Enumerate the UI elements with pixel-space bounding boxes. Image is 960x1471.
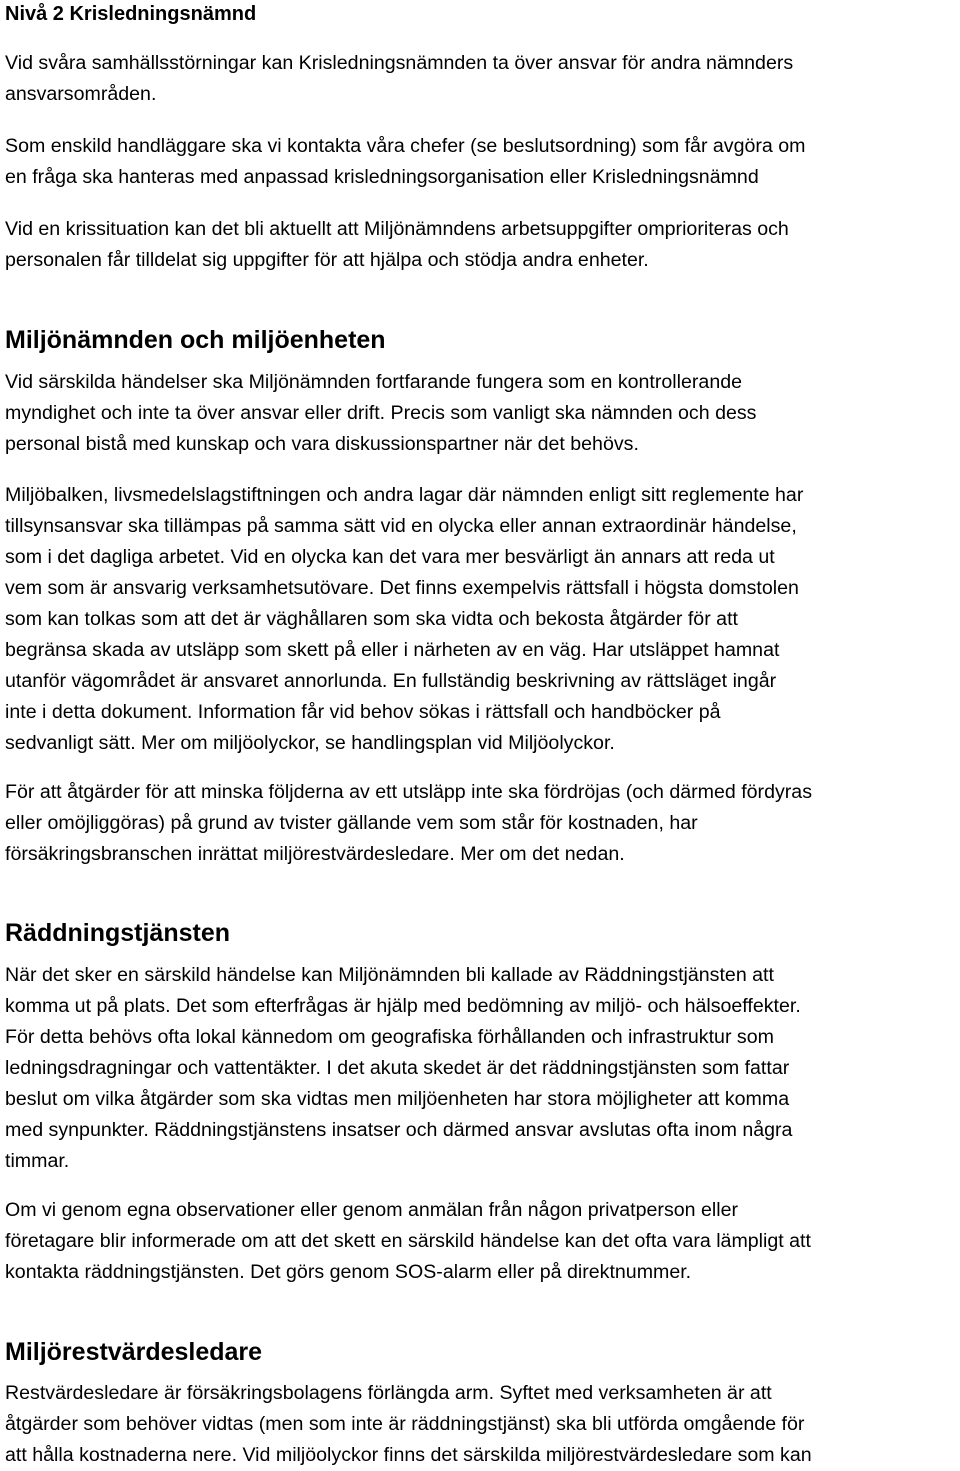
paragraph [5,214,957,276]
text-line: Vid särskilda händelser ska Miljönämnden fortfarande fungera som en kontrollerande [5,371,743,393]
text-line: ledningsdragningar och vattentäkter. I det akuta skedet är det räddningstjänsten som fattar [5,1057,790,1079]
text-line: Restvärdesledare är försäkringsbolagens förlängda arm. Syftet med verksamheten är att [5,1382,772,1404]
text-line: Vid svåra samhällsstörningar kan Krisledningsnämnden ta över ansvar för andra nämnders [5,52,794,74]
text-line: kontakta räddningstjänsten. Det görs genom SOS-alarm eller på direktnummer. [5,1261,692,1283]
text-line: sedvanligt sätt. Mer om miljöolyckor, se handlingsplan vid Miljöolyckor. [5,732,615,754]
text-line: personalen får tilldelat sig uppgifter för att hjälpa och stödja andra enheter. [5,249,649,271]
text-line: som kan tolkas som att det är väghållaren som ska vidta och bekosta åtgärder för att [5,608,738,630]
text-line: ansvarsområden. [5,83,157,105]
text-line: med synpunkter. Räddningstjänstens insatser och därmed ansvar avslutas ofta inom några [5,1119,793,1141]
section-heading-miljorestvardesledare: Miljörestvärdesledare [5,1338,263,1366]
text-line: utanför vägområdet är ansvaret annorlunda. En fullständig beskrivning av rättsläget ingår [5,670,777,692]
section-heading-raddningstjansten: Räddningstjänsten [5,919,231,947]
text-line: Som enskild handläggare ska vi kontakta våra chefer (se beslutsordning) som får avgöra om [5,135,806,157]
text-line: företagare blir informerade om att det skett en särskild händelse kan det ofta vara lämpligt att [5,1230,811,1252]
paragraph [5,480,957,759]
text-line: en fråga ska hanteras med anpassad krisledningsorganisation eller Krisledningsnämnd [5,166,759,188]
text-line: timmar. [5,1150,70,1172]
text-line: För att åtgärder för att minska följderna av ett utsläpp inte ska fördröjas (och därmed fördyras [5,781,812,803]
text-line: vem som är ansvarig verksamhetsutövare. Det finns exempelvis rättsfall i högsta domstolen [5,577,799,599]
text-line: begränsa skada av utsläpp som skett på eller i närheten av en väg. Har utsläppet hamnat [5,639,780,661]
text-line: att hålla kostnaderna nere. Vid miljöolyckor finns det särskilda miljörestvärdesledare som kan [5,1444,812,1466]
paragraph [5,1378,957,1471]
text-line: När det sker en särskild händelse kan Miljönämnden bli kallade av Räddningstjänsten att [5,964,774,986]
text-line: inte i detta dokument. Information får vid behov sökas i rättsfall och handböcker på [5,701,721,723]
paragraph [5,1195,957,1288]
text-line: För detta behövs ofta lokal kännedom om geografiska förhållanden och infrastruktur som [5,1026,774,1048]
text-line: tillsynsansvar ska tillämpas på samma sätt vid en olycka eller annan extraordinär händelse, [5,515,797,537]
text-line: Miljöbalken, livsmedelslagstiftningen och andra lagar där nämnden enligt sitt reglemente har [5,484,804,506]
paragraph [5,131,957,193]
text-line: Vid en krissituation kan det bli aktuellt att Miljönämndens arbetsuppgifter omprioriteras och [5,218,789,240]
paragraph [5,367,957,460]
text-line: åtgärder som behöver vidtas (men som inte är räddningstjänst) ska bli utförda omgående för [5,1413,805,1435]
text-line: komma ut på plats. Det som efterfrågas är hjälp med bedömning av miljö- och hälsoeffekter. [5,995,801,1017]
paragraph [5,960,957,1177]
text-line: beslut om vilka åtgärder som ska vidtas men miljöenheten har stora möjligheter att komma [5,1088,790,1110]
text-line: personal bistå med kunskap och vara diskussionspartner när det behövs. [5,433,639,455]
paragraph [5,777,957,870]
text-line: myndighet och inte ta över ansvar eller drift. Precis som vanligt ska nämnden och dess [5,402,757,424]
section-heading-krisledningsnamnd: Nivå 2 Krisledningsnämnd [5,3,257,25]
section-heading-miljonamnden: Miljönämnden och miljöenheten [5,326,386,354]
text-line: som i det dagliga arbetet. Vid en olycka kan det vara mer besvärligt än annars att reda ut [5,546,775,568]
text-line: eller omöjliggöras) på grund av tvister gällande vem som står för kostnaden, har [5,812,698,834]
text-line: försäkringsbranschen inrättat miljörestvärdesledare. Mer om det nedan. [5,843,625,865]
text-line: Om vi genom egna observationer eller genom anmälan från någon privatperson eller [5,1199,739,1221]
paragraph [5,48,957,110]
